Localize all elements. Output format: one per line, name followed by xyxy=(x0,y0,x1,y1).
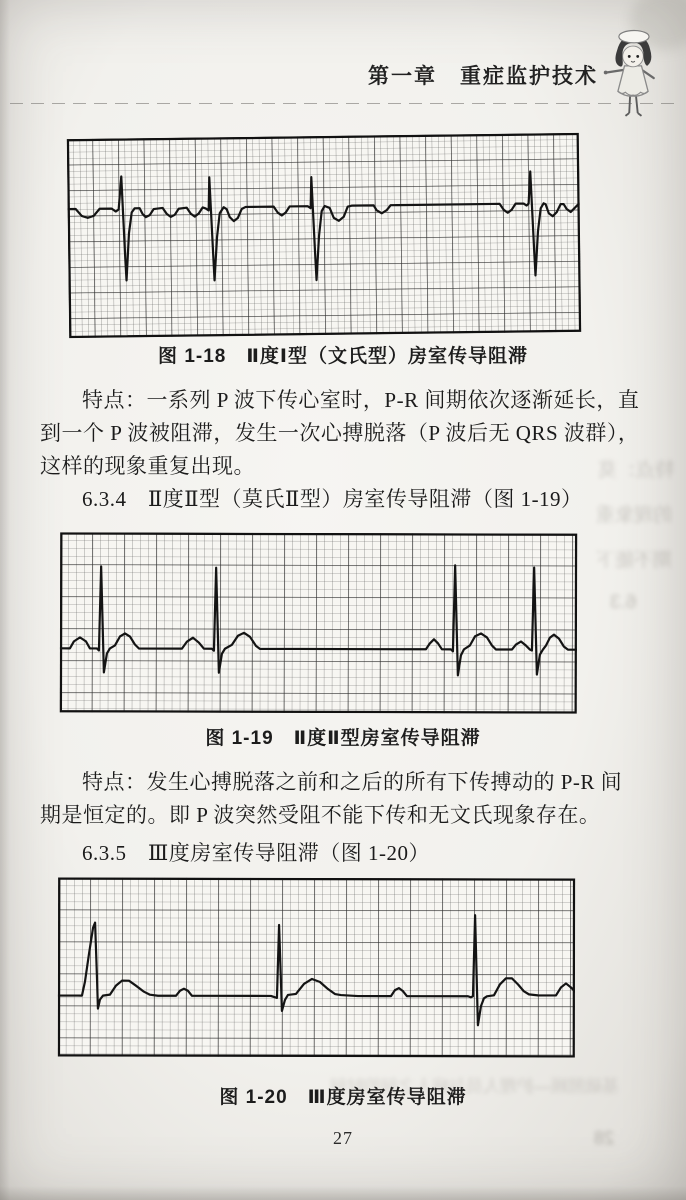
paragraph-mobitz2-features xyxy=(40,766,646,832)
bleedthrough-page-number: 28 xyxy=(594,1128,615,1148)
paragraph-line: 特点：发生心搏脱落之前和之后的所有下传搏动的 P-R 间 xyxy=(82,770,623,794)
ecg-chart-fig-1-19 xyxy=(60,532,577,713)
bleedthrough-text: 特点：莫 xyxy=(598,460,675,481)
paragraph-line: 这样的现象重复出现。 xyxy=(40,454,255,478)
paragraph-line: 期是恒定的。即 P 波突然受阻不能下传和无文氏现象存在。 xyxy=(40,803,601,827)
bleedthrough-text: 基础照顾—护理人员与病人之间的时间 xyxy=(330,1077,619,1096)
section-heading-6-3-4: 6.3.4 Ⅱ度Ⅱ型（莫氏Ⅱ型）房室传导阻滞（图 1-19） xyxy=(82,487,583,511)
ecg-chart-fig-1-20 xyxy=(58,878,575,1058)
section-heading-6-3-5: 6.3.5 Ⅲ度房室传导阻滞（图 1-20） xyxy=(82,841,430,865)
chapter-header: 第一章 重症监护技术 xyxy=(368,65,598,88)
nurse-mascot-icon xyxy=(600,28,666,132)
scan-edge-shadow-bottom xyxy=(0,1186,686,1200)
bleedthrough-text: 6.3 xyxy=(610,592,637,613)
paragraph-wenckebach-features xyxy=(40,384,646,483)
page-number: 27 xyxy=(333,1128,353,1148)
figure-caption-1-18: 图 1-18 Ⅱ度Ⅰ型（文氏型）房室传导阻滞 xyxy=(158,346,528,367)
header-divider-rule xyxy=(10,103,676,104)
paragraph-line: 到一个 P 波被阻滞，发生一次心搏脱落（P 波后无 QRS 波群）， xyxy=(40,421,640,445)
ecg-chart-fig-1-18 xyxy=(67,133,581,338)
figure-caption-1-19: 图 1-19 Ⅱ度Ⅱ型房室传导阻滞 xyxy=(205,728,481,749)
bleedthrough-text: 期不能下 xyxy=(596,550,673,571)
bleedthrough-text: 的现象重 xyxy=(596,505,673,526)
figure-caption-1-20: 图 1-20 Ⅲ度房室传导阻滞 xyxy=(219,1087,467,1108)
scan-edge-shadow-left xyxy=(0,0,10,1200)
paragraph-line: 特点：一系列 P 波下传心室时，P-R 间期依次逐渐延长，直 xyxy=(82,388,640,412)
